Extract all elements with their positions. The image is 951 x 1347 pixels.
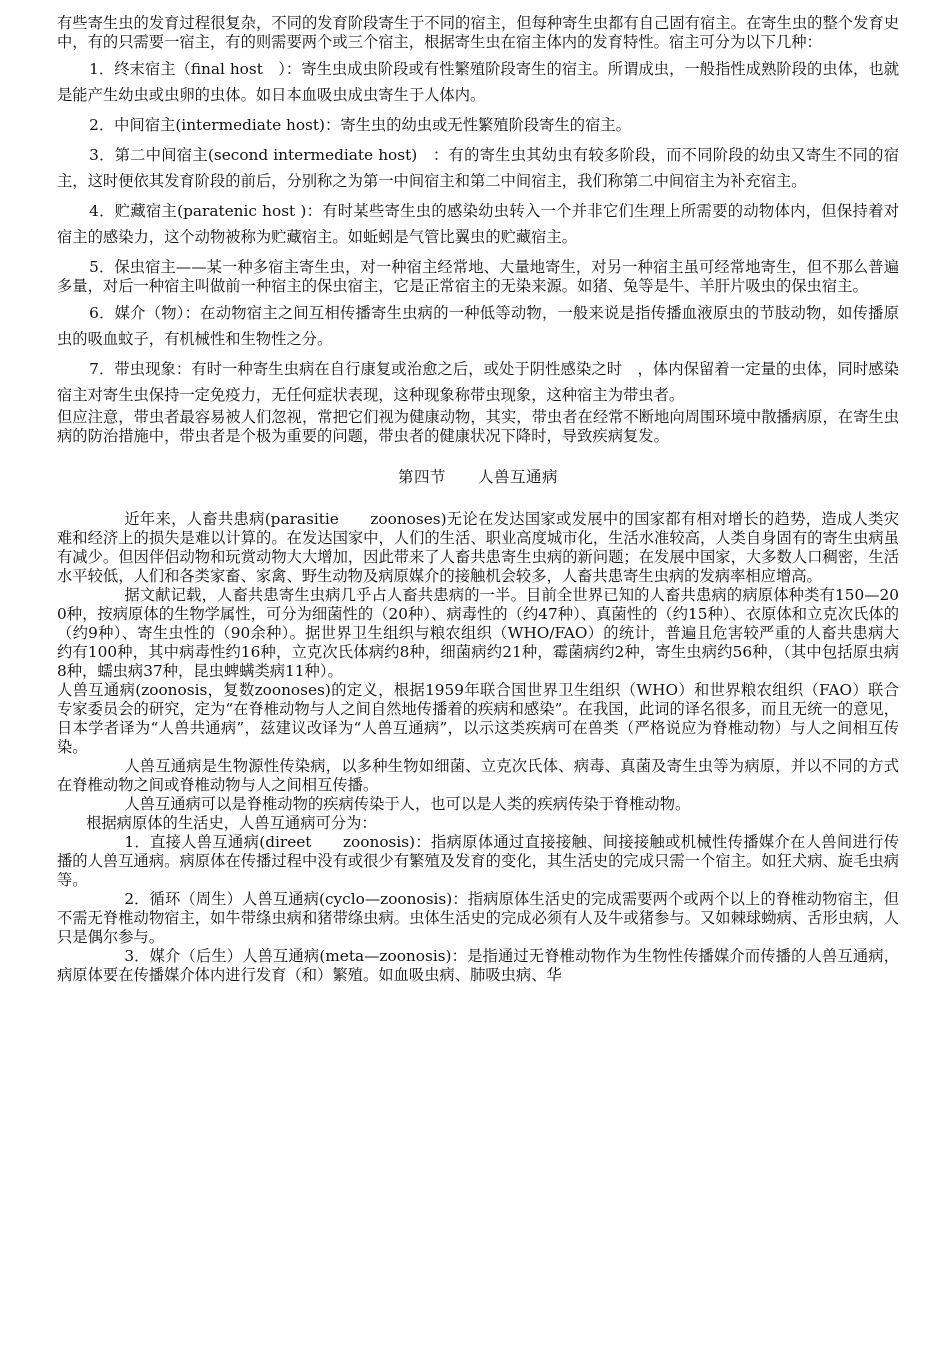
- host-item-intermediate: 2．中间宿主(intermediate host)：寄生虫的幼虫或无性繁殖阶段寄生的宿主。: [89, 116, 631, 134]
- section-title: 第四节 人兽互通病: [397, 468, 558, 486]
- class-meta-zoonosis: 3．媒介（后生）人兽互通病(meta—zoonosis)：是指通过无脊椎动物作为生物性传播媒介而传播的人兽互通病，病原体要在传播媒介体内进行发育（和）繁殖。如血吸虫病、肺吸虫病、华: [57, 947, 899, 984]
- zoonosis-definition-paragraph: 人兽互通病(zoonosis，复数zoonoses)的定义，根据1959年联合国世界卫生组织（WHO）和世界粮农组织（FAO）联合专家委员会的研究，定为“在脊椎动物与人之间自然地传播着的疾病和感染”。在我国，此词的译名很多，而且无统一的意见，日本学者译为“人兽共通病”，兹建议改译为“人兽互通病”，以示这类疾病可在兽类（严格说应为脊椎动物）与人之间相互传染。: [57, 681, 899, 756]
- host-item-vector: 6．媒介（物）：在动物宿主之间互相传播寄生虫病的一种低等动物，一般来说是指传播血液原虫的节肢动物，如传播原虫的吸血蚊子，有机械性和生物性之分。: [57, 304, 899, 348]
- intro-paragraph: 有些寄生虫的发育过程很复杂，不同的发育阶段寄生于不同的宿主，但每种寄生虫都有自己固有宿主。在寄生虫的整个发育史中，有的只需要一宿主，有的则需要两个或三个宿主，根据寄生虫在宿主体内的发育特性。宿主可分为以下几种：: [57, 14, 899, 51]
- zoonosis-nature-paragraph: 人兽互通病是生物源性传染病，以多种生物如细菌、立克次氏体、病毒、真菌及寄生虫等为病原，并以不同的方式在脊椎动物之间或脊椎动物与人之间相互传播。: [57, 757, 899, 794]
- host-item-reservoir: 5．保虫宿主——某一种多宿主寄生虫，对一种宿主经常地、大量地寄生，对另一种宿主虽可经常地寄生，但不那么普遍多量，对后一种宿主叫做前一种宿主的保虫宿主，它是正常宿主的无染来源。如猪、兔等是牛、羊肝片吸虫的保虫宿主。: [57, 258, 899, 295]
- zoonosis-direction-paragraph: 人兽互通病可以是脊椎动物的疾病传染于人，也可以是人类的疾病传染于脊椎动物。: [124, 795, 691, 813]
- host-item-paratenic: 4．贮藏宿主(paratenic host )：有时某些寄生虫的感染幼虫转入一个并非它们生理上所需要的动物体内，但保持着对宿主的感染力，这个动物被称为贮藏宿主。如蚯蚓是气管比翼虫的贮藏宿主。: [57, 202, 899, 246]
- document-page: [57, 14, 899, 985]
- host-item-final: 1．终末宿主（final host ）：寄生虫成虫阶段或有性繁殖阶段寄生的宿主。所谓成虫，一般指性成熟阶段的虫体，也就是能产生幼虫或虫卵的虫体。如日本血吸虫成虫寄生于人体内。: [57, 60, 899, 104]
- carrier-note-paragraph: 但应注意，带虫者最容易被人们忽视，常把它们视为健康动物，其实，带虫者在经常不断地向周围环境中散播病原，在寄生虫病的防治措施中，带虫者是个极为重要的问题，带虫者的健康状况下降时，导致疾病复发。: [57, 408, 899, 445]
- host-item-second-intermediate: 3．第二中间宿主(second intermediate host) ：有的寄生虫其幼虫有较多阶段，而不同阶段的幼虫又寄生不同的宿主，这时便依其发育阶段的前后，分别称之为第一中间宿主和第二中间宿主，我们称第二中间宿主为补充宿主。: [57, 146, 899, 190]
- class-direct-zoonosis: 1．直接人兽互通病(direet zoonosis)：指病原体通过直接接触、间接接触或机械性传播媒介在人兽间进行传播的人兽互通病。病原体在传播过程中没有或很少有繁殖及发育的变化，其生活史的完成只需一个宿主。如狂犬病、旋毛虫病等。: [57, 833, 899, 889]
- zoonoses-trend-paragraph: 近年来，人畜共患病(parasitie zoonoses)无论在发达国家或发展中的国家都有相对增长的趋势，造成人类灾难和经济上的损失是难以计算的。在发达国家中，人们的生活、职业高度城市化，生活水准较高，人类自身固有的寄生虫病虽有减少。但因伴侣动物和玩赏动物大大增加，因此带来了人畜共患寄生虫病的新问题；在发展中国家，大多数人口稠密，生活水平较低，人们和各类家畜、家禽、野生动物及病原媒介的接触机会较多，人畜共患寄生虫病的发病率相应增高。: [57, 510, 899, 585]
- host-item-carrier: 7．带虫现象：有时一种寄生虫病在自行康复或治愈之后，或处于阴性感染之时 ，体内保留着一定量的虫体，同时感染宿主对寄生虫保持一定免疫力，无任何症状表现，这种现象称带虫现象，这种宿主为带虫者。: [57, 360, 899, 404]
- class-cyclo-zoonosis: 2．循环（周生）人兽互通病(cyclo—zoonosis)：指病原体生活史的完成需要两个或两个以上的脊椎动物宿主，但不需无脊椎动物宿主，如牛带绦虫病和猪带绦虫病。虫体生活史的完成必须有人及牛或猪参与。又如棘球蚴病、舌形虫病，人只是偶尔参与。: [57, 890, 899, 946]
- zoonoses-statistics-paragraph: 据文献记载，人畜共患寄生虫病几乎占人畜共患病的一半。目前全世界已知的人畜共患病的病原体种类有150—200种，按病原体的生物学属性，可分为细菌性的（20种）、病毒性的（约47种）、真菌性的（约15种）、衣原体和立克次氏体的（约9种）、寄生虫性的（90余种）。据世界卫生组织与粮农组织（WHO/FAO）的统计，普遍且危害较严重的人畜共患病大约有100种，其中病毒性约16种，立克次氏体病约8种，细菌病约21种，霉菌病约2种，寄生虫病约56种，（其中包括原虫病8种，蠕虫病37种，昆虫蜱螨类病11种）。: [57, 586, 899, 680]
- classification-intro-paragraph: 根据病原体的生活史，人兽互通病可分为：: [86, 814, 377, 832]
